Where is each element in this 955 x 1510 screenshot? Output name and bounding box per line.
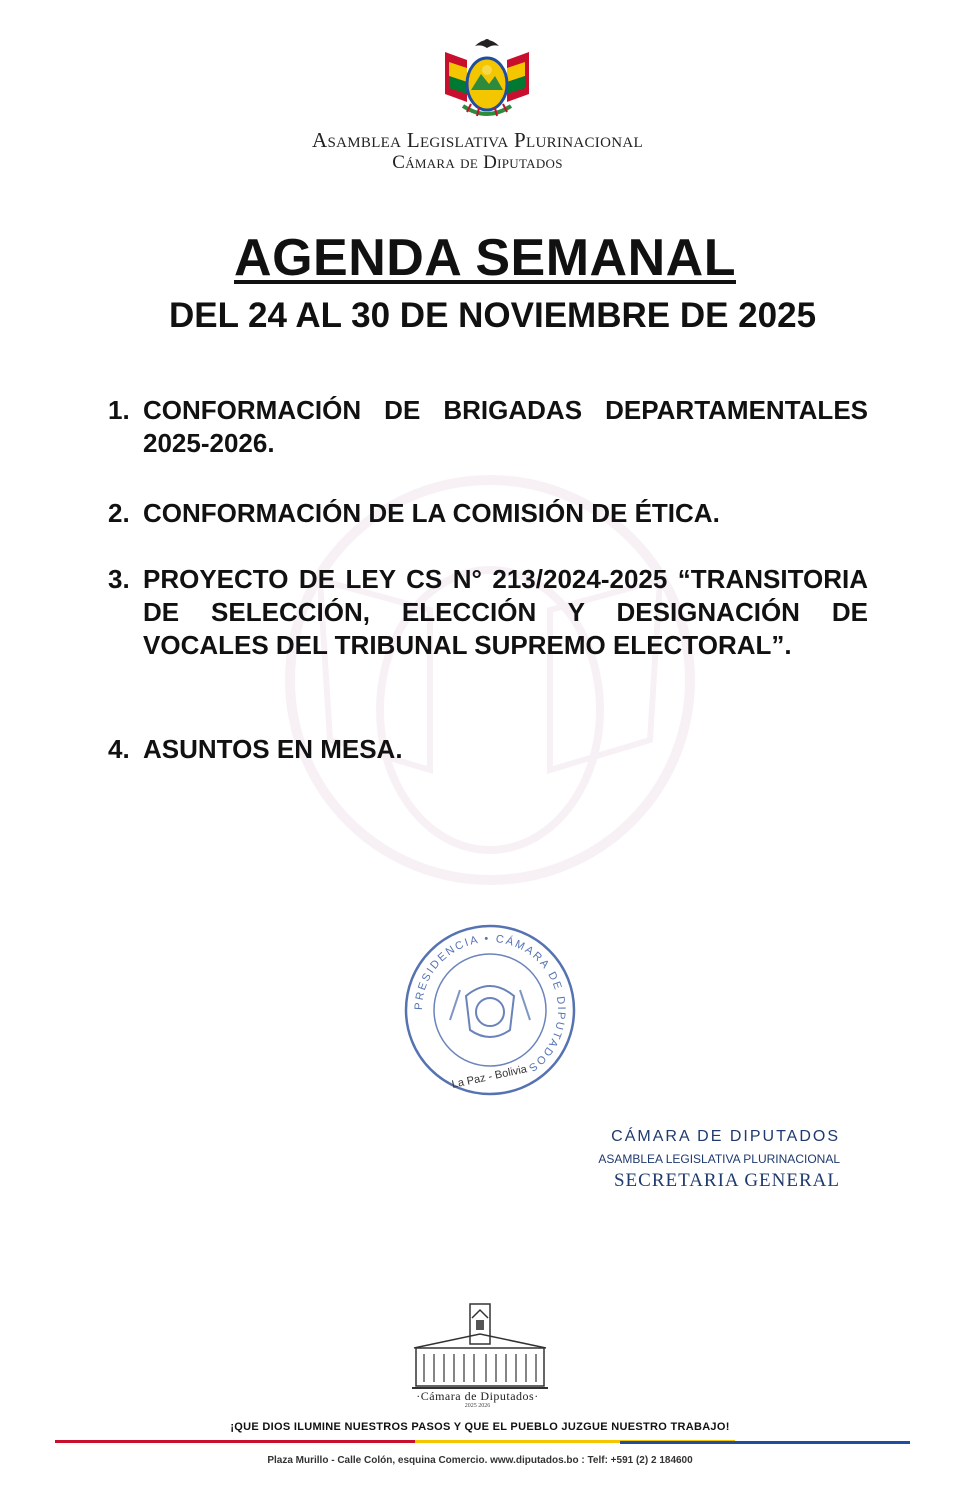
- institution-name-line2: Cámara de Diputados: [392, 152, 563, 173]
- coat-of-arms-icon: [437, 32, 537, 124]
- footer-motto: ¡QUE DIOS ILUMINE NUESTROS PASOS Y QUE EL PUEBLO JUZGUE NUESTRO TRABAJO!: [230, 1421, 730, 1433]
- signature-chamber: CÁMARA DE DIPUTADOS: [611, 1128, 840, 1145]
- agenda-item-text: PROYECTO DE LEY CS N° 213/2024-2025 “TRANSITORIA DE SELECCIÓN, ELECCIÓN Y DESIGNACIÓN DE VOCALES DEL TRIBUNAL SUPREMO ELECTORAL”.: [143, 564, 868, 660]
- agenda-item: [108, 497, 868, 530]
- official-stamp-icon: [400, 920, 580, 1100]
- agenda-item-number: 1.: [108, 395, 130, 425]
- agenda-item-number: 3.: [108, 564, 130, 594]
- agenda-item-text: CONFORMACIÓN DE BRIGADAS DEPARTAMENTALES 2025-2026.: [143, 395, 868, 458]
- agenda-item-number: 2.: [108, 498, 130, 528]
- document-subtitle: DEL 24 AL 30 DE NOVIEMBRE DE 2025: [168, 296, 817, 335]
- footer-address: Plaza Murillo - Calle Colón, esquina Comercio. www.diputados.bo : Telf: +591 (2) 2 184600: [267, 1455, 693, 1466]
- institution-name-line1: Asamblea Legislativa Plurinacional: [312, 128, 643, 152]
- footer-chamber-name: ·Cámara de Diputados·: [416, 1389, 539, 1403]
- agenda-item-text: CONFORMACIÓN DE LA COMISIÓN DE ÉTICA.: [143, 498, 720, 528]
- agenda-item-number: 4.: [108, 734, 130, 764]
- stamp-city-text: La Paz - Bolivia: [450, 1063, 529, 1091]
- agenda-item: [108, 394, 868, 460]
- footer-years: 2025 2026: [464, 1403, 491, 1409]
- agenda-item: [108, 733, 868, 766]
- legislative-building-icon: [412, 1300, 548, 1392]
- flag-bar-blue: [620, 1441, 910, 1444]
- stamp-ring-text: PRESIDENCIA • CÁMARA DE DIPUTADOS: [412, 932, 568, 1075]
- flag-bar-red: [55, 1440, 415, 1443]
- agenda-item: [108, 563, 868, 662]
- document-title: AGENDA SEMANAL: [234, 229, 736, 287]
- signature-secretariat: SECRETARIA GENERAL: [613, 1170, 840, 1191]
- agenda-item-text: ASUNTOS EN MESA.: [143, 734, 403, 764]
- signature-assembly: ASAMBLEA LEGISLATIVA PLURINACIONAL: [598, 1152, 840, 1166]
